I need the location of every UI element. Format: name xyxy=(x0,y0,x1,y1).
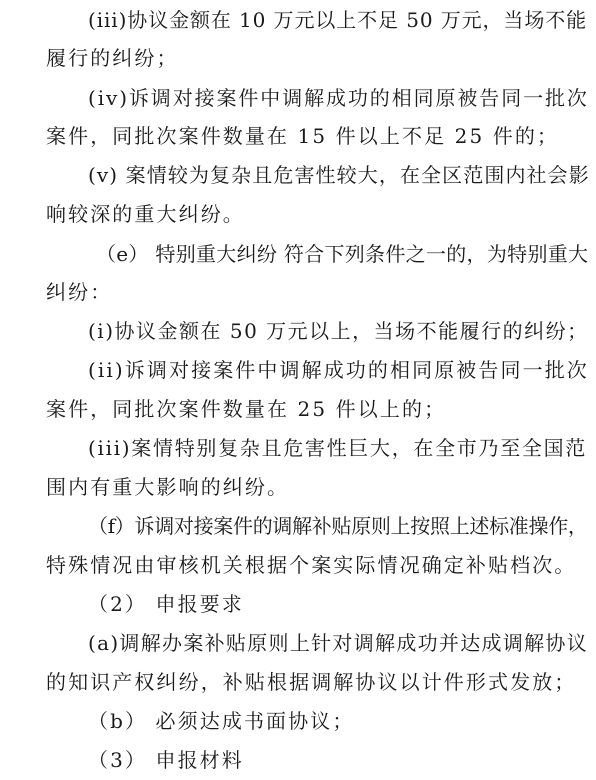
text-line: 案件，同批次案件数量在 15 件以上不足 25 件的； xyxy=(46,124,560,148)
text-line: （e） 特别重大纠纷 符合下列条件之一的，为特别重大 xyxy=(96,242,589,266)
text-line: (iii)协议金额在 10 万元以上不足 50 万元，当场不能 xyxy=(88,8,588,32)
text-line: (v) 案情较为复杂且危害性较大，在全区范围内社会影 xyxy=(88,163,590,187)
text-line: 围内有重大影响的纠纷。 xyxy=(46,475,290,499)
section-heading: （3） 申报材料 xyxy=(88,748,244,772)
text-line: 案件，同批次案件数量在 25 件以上的； xyxy=(46,397,447,421)
text-line: (a)调解办案补贴原则上针对调解成功并达成调解协议 xyxy=(88,631,589,655)
text-line: 特殊情况由审核机关根据个案实际情况确定补贴档次。 xyxy=(46,553,577,577)
text-line: （b） 必须达成书面协议； xyxy=(88,709,355,733)
text-line: (iv)诉调对接案件中调解成功的相同原被告同一批次 xyxy=(88,86,589,110)
text-line: 纠纷： xyxy=(46,280,113,304)
text-line: (i)协议金额在 50 万元以上，当场不能履行的纠纷； xyxy=(88,319,589,343)
section-heading: （2） 申报要求 xyxy=(88,592,244,616)
text-line: （f）诉调对接案件的调解补贴原则上按照上述标准操作， xyxy=(88,514,588,538)
text-line: 履行的纠纷； xyxy=(46,46,179,70)
text-line: 的知识产权纠纷，补贴根据调解协议以计件形式发放； xyxy=(46,670,577,694)
text-line: (iii)案情特别复杂且危害性巨大，在全市乃至全国范 xyxy=(88,436,587,460)
text-line: 响较深的重大纠纷。 xyxy=(46,202,245,226)
text-line: (ii)诉调对接案件中调解成功的相同原被告同一批次 xyxy=(88,358,589,382)
